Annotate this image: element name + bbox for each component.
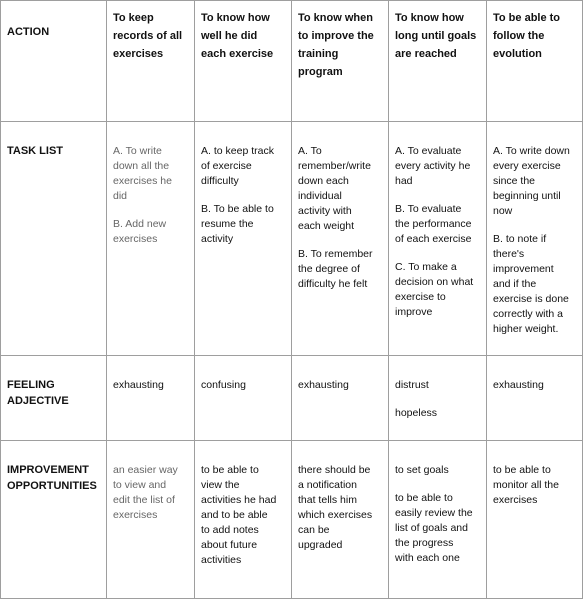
feeling-cell-4: distrust hopeless (389, 356, 487, 441)
header-action: ACTION (1, 1, 107, 122)
improvement-cell-1: an easier way to view and edit the list of exercises (107, 441, 195, 599)
feeling-row (1, 356, 583, 441)
task-list-row (1, 122, 583, 356)
header-col-3: To know when to improve the training program (292, 1, 389, 122)
header-col-4: To know how long until goals are reached (389, 1, 487, 122)
task-cell-4: A. To evaluate every activity he had B. To evaluate the performance of each exercise C. To make a decision on what exercise to improve (389, 122, 487, 356)
feeling-label: FEELING ADJECTIVE (1, 356, 107, 441)
task-cell-1: A. To write down all the exercises he did B. Add new exercises (107, 122, 195, 356)
header-row (1, 1, 583, 122)
header-col-1: To keep records of all exercises (107, 1, 195, 122)
feeling-cell-5: exhausting (487, 356, 583, 441)
task-cell-2: A. to keep track of exercise difficulty B. To be able to resume the activity (195, 122, 292, 356)
feeling-cell-2: confusing (195, 356, 292, 441)
feeling-cell-1: exhausting (107, 356, 195, 441)
task-list-label: TASK LIST (1, 122, 107, 356)
feeling-cell-3: exhausting (292, 356, 389, 441)
improvement-cell-3: there should be a notification that tells him which exercises can be upgraded (292, 441, 389, 599)
task-cell-5: A. To write down every exercise since the beginning until now B. to note if there's improvement and if the exercise is done correctly with a higher weight. (487, 122, 583, 356)
improvement-label: IMPROVEMENT OPPORTUNITIES (1, 441, 107, 599)
task-cell-3: A. To remember/write down each individual activity with each weight B. To remember the degree of difficulty he felt (292, 122, 389, 356)
header-col-2: To know how well he did each exercise (195, 1, 292, 122)
improvement-row (1, 441, 583, 599)
improvement-cell-4: to set goals to be able to easily review the list of goals and the progress with each one (389, 441, 487, 599)
improvement-cell-2: to be able to view the activities he had and to be able to add notes about future activities (195, 441, 292, 599)
header-col-5: To be able to follow the evolution (487, 1, 583, 122)
improvement-cell-5: to be able to monitor all the exercises (487, 441, 583, 599)
